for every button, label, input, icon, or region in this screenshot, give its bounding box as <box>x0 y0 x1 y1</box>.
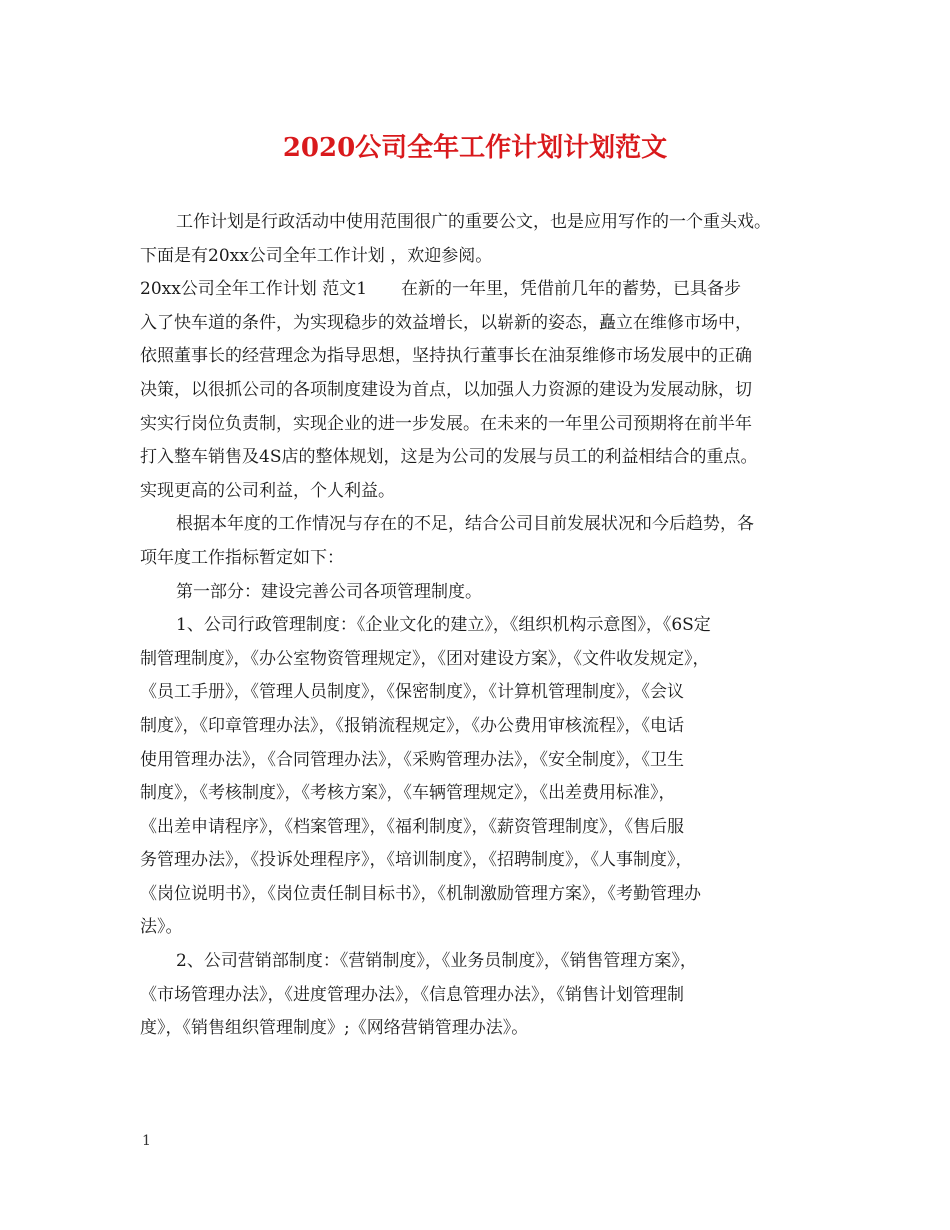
body-line: 《市场管理办法》，《进度管理办法》，《信息管理办法》，《销售计划管理制 <box>140 984 684 1005</box>
body-line: 1、公司行政管理制度：《企业文化的建立》，《组织机构示意图》，《6S定 <box>176 615 711 636</box>
body-line: 《岗位说明书》，《岗位责任制目标书》，《机制激励管理方案》，《考勤管理办 <box>140 883 701 904</box>
body-line: 实现更高的公司利益，个人利益。 <box>140 480 395 501</box>
body-line: 决策，以很抓公司的各项制度建设为首点，以加强人力资源的建设为发展动脉，切 <box>140 379 752 400</box>
body-line: 入了快车道的条件，为实现稳步的效益增长，以崭新的姿态，矗立在维修市场中， <box>140 312 752 333</box>
body-line: 2、公司营销部制度：《营销制度》，《业务员制度》，《销售管理方案》， <box>176 951 697 972</box>
document-body <box>140 206 820 1046</box>
body-line: 根据本年度的工作情况与存在的不足，结合公司目前发展状况和今后趋势，各 <box>176 514 754 535</box>
body-line: 制度》，《考核制度》，《考核方案》，《车辆管理规定》，《出差费用标准》， <box>140 783 676 804</box>
body-line: 法》。 <box>140 917 183 938</box>
body-line: 度》，《销售组织管理制度》;《网络营销管理办法》。 <box>140 1018 529 1039</box>
body-line: 下面是有20xx公司全年工作计划 ，欢迎参阅。 <box>140 245 493 266</box>
body-line: 制管理制度》，《办公室物资管理规定》，《团对建设方案》，《文件收发规定》， <box>140 648 710 669</box>
body-line: 项年度工作指标暂定如下： <box>140 547 344 568</box>
body-line: 《员工手册》，《管理人员制度》，《保密制度》，《计算机管理制度》，《会议 <box>140 682 684 703</box>
body-line: 20xx公司全年工作计划 范文1 在新的一年里，凭借前几年的蓄势，已具备步 <box>140 279 742 300</box>
body-line: 实实行岗位负责制，实现企业的进一步发展。在未来的一年里公司预期将在前半年 <box>140 413 752 434</box>
body-line: 工作计划是行政活动中使用范围很广的重要公文，也是应用写作的一个重头戏。 <box>176 212 771 232</box>
body-line: 务管理办法》，《投诉处理程序》，《培训制度》，《招聘制度》，《人事制度》， <box>140 850 693 871</box>
body-line: 依照董事长的经营理念为指导思想，坚持执行董事长在油泵维修市场发展中的正确 <box>140 346 752 367</box>
body-line: 打入整车销售及4S店的整体规划，这是为公司的发展与员工的利益相结合的重点。 <box>140 447 758 468</box>
body-line: 使用管理办法》，《合同管理办法》，《采购管理办法》，《安全制度》，《卫生 <box>140 749 684 770</box>
document-title: 2020公司全年工作计划计划范文 <box>282 133 668 163</box>
body-line: 第一部分：建设完善公司各项管理制度。 <box>176 581 482 602</box>
body-line: 制度》，《印章管理办法》，《报销流程规定》，《办公费用审核流程》，《电话 <box>140 715 684 736</box>
page-number: 1 <box>142 1133 151 1149</box>
body-line: 《出差申请程序》，《档案管理》，《福利制度》，《薪资管理制度》，《售后服 <box>140 816 684 837</box>
